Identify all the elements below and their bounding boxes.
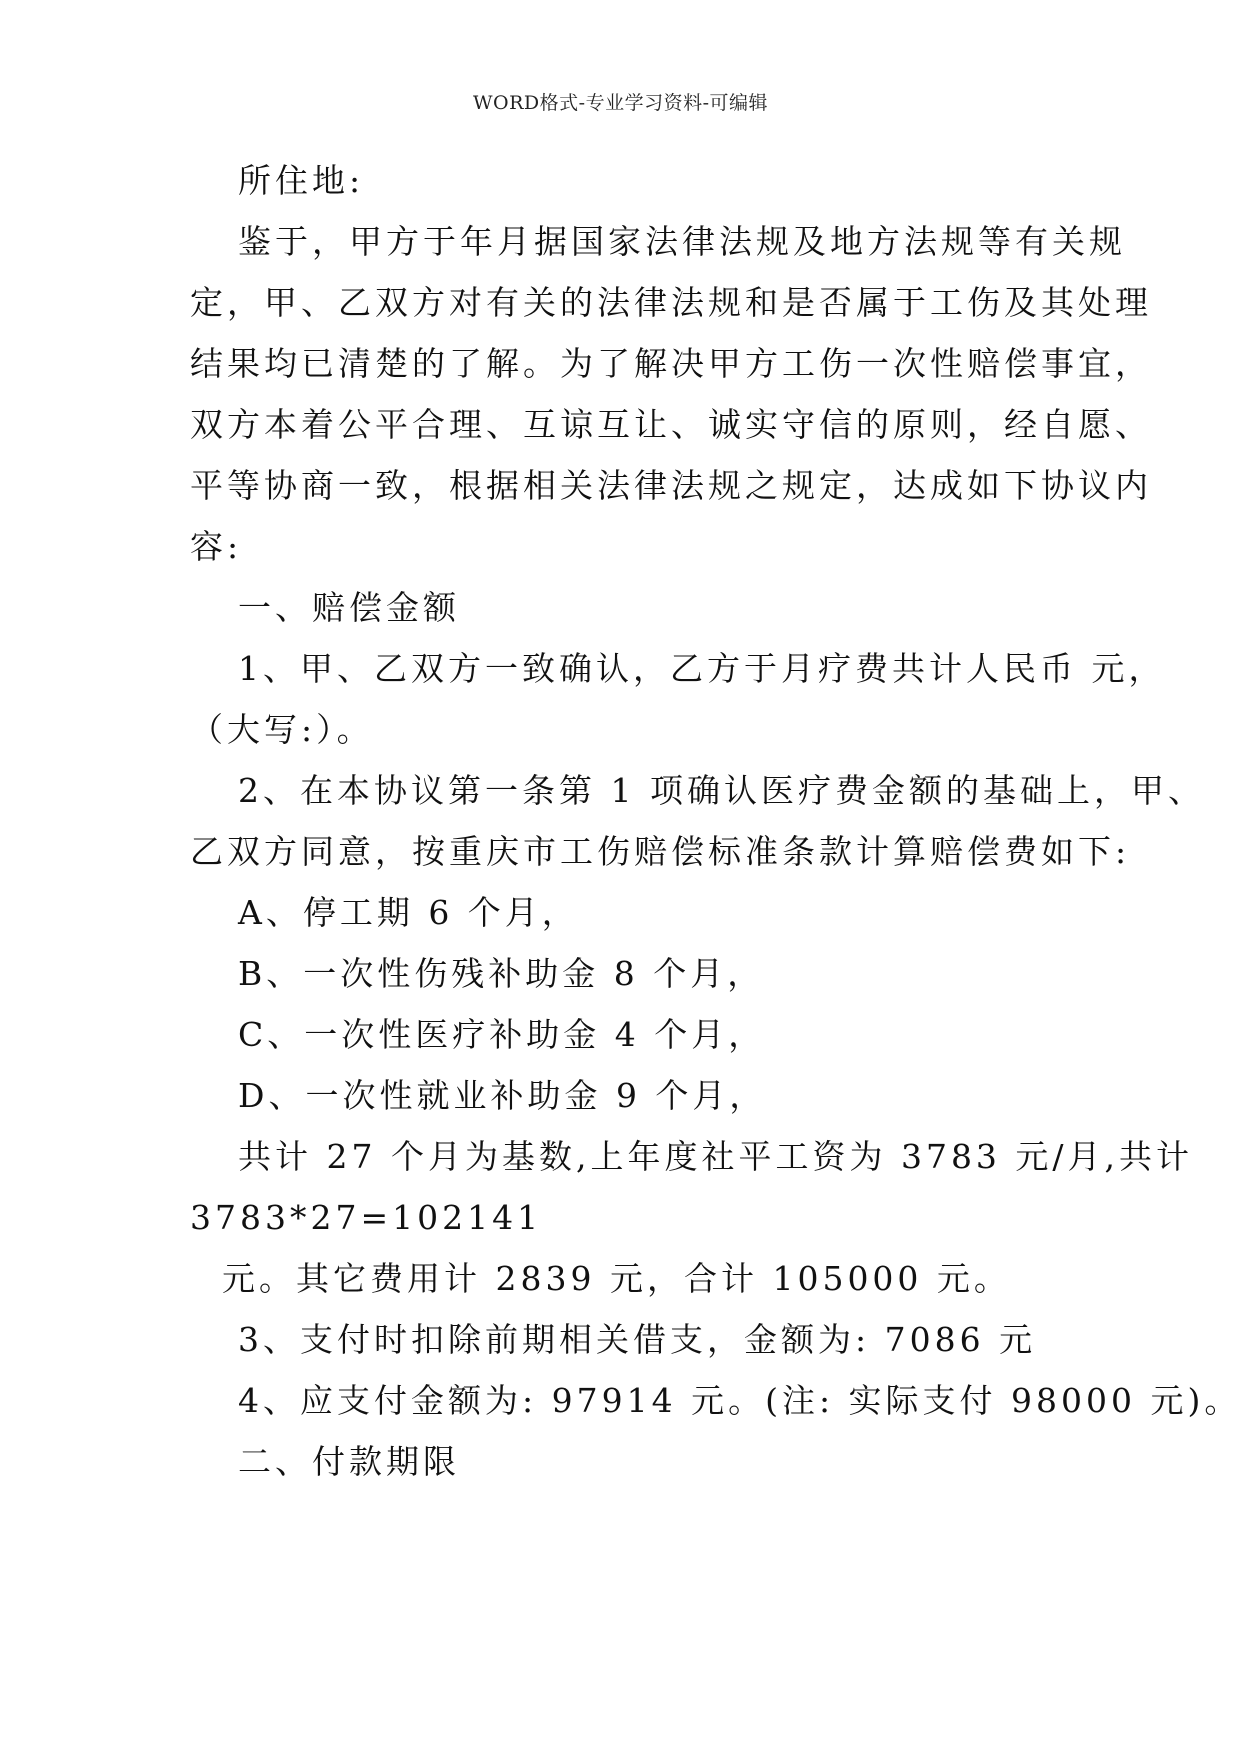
clause-line: 1、甲、乙双方一致确认，乙方于月疗费共计人民币 元， [238, 649, 1166, 688]
paragraph-line: 定，甲、乙双方对有关的法律法规和是否属于工伤及其处理 [190, 283, 1152, 322]
formula-line: 3783*27=102141 [190, 1198, 543, 1237]
paragraph-line: 容: [190, 527, 243, 566]
list-item: B、一次性伤残补助金 8 个月， [238, 954, 765, 993]
section-heading: 一、赔偿金额 [238, 588, 460, 627]
paragraph-line: 鉴于，甲方于年月据国家法律法规及地方法规等有关规 [238, 222, 1126, 261]
clause-line: 3、支付时扣除前期相关借支，金额为: 7086 元 [238, 1320, 1037, 1359]
list-item: D、一次性就业补助金 9 个月， [238, 1076, 767, 1115]
page-header: WORD格式-专业学习资料-可编辑 [473, 92, 768, 114]
clause-line: 乙双方同意，按重庆市工伤赔偿标准条款计算赔偿费如下: [190, 832, 1131, 871]
total-line: 共计 27 个月为基数,上年度社平工资为 3783 元/月,共计 [238, 1137, 1194, 1176]
paragraph-line: 双方本着公平合理、互谅互让、诚实守信的原则，经自愿、 [190, 405, 1152, 444]
section-heading: 二、付款期限 [238, 1442, 460, 1481]
document-body [190, 150, 1241, 1492]
clause-line: 2、在本协议第一条第 1 项确认医疗费金额的基础上，甲、 [238, 771, 1205, 810]
paragraph-line: 结果均已清楚的了解。为了解决甲方工伤一次性赔偿事宜， [190, 344, 1152, 383]
total-line: 元。其它费用计 2839 元，合计 105000 元。 [222, 1259, 1011, 1298]
residence-line: 所住地: [238, 161, 365, 200]
list-item: A、停工期 6 个月， [238, 893, 579, 932]
list-item: C、一次性医疗补助金 4 个月， [238, 1015, 766, 1054]
clause-line: 4、应支付金额为: 97914 元。(注: 实际支付 98000 元)。 [238, 1381, 1241, 1420]
paragraph-line: 平等协商一致，根据相关法律法规之规定，达成如下协议内 [190, 466, 1152, 505]
clause-line: （大写:）。 [190, 710, 374, 749]
